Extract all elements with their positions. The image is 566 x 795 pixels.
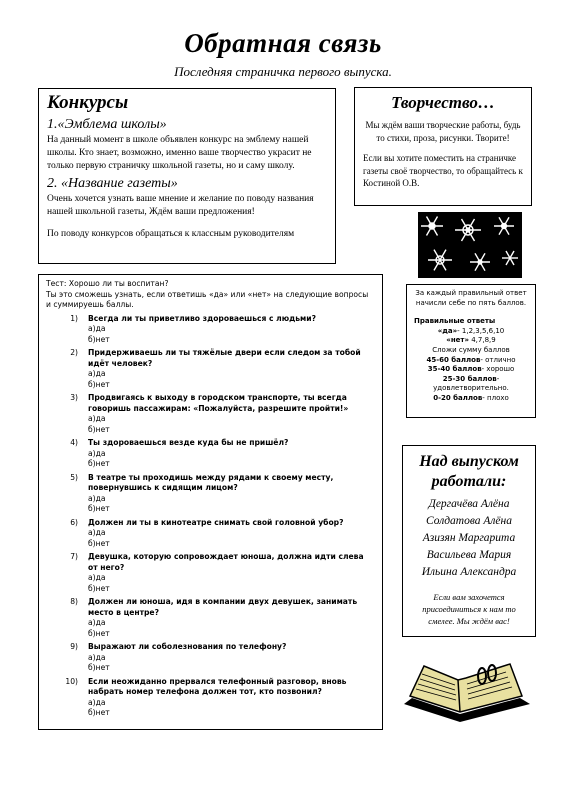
question-number: 1) (70, 313, 78, 323)
answer-option-yes: а)да (88, 324, 106, 333)
question-number: 8) (70, 597, 78, 606)
test-intro: Ты это сможешь узнать, если ответишь «да» или «нет» на следующие вопросы и суммируешь баллы. (46, 289, 369, 309)
answer-option-yes: а)да (88, 697, 106, 707)
contests-footer: По поводу конкурсов обращаться к классным руководителям (47, 229, 295, 239)
open-book-illustration (400, 658, 535, 728)
yes-values: - 1,2,3,5,6,10 (457, 326, 505, 335)
test-question (46, 597, 375, 618)
team-member: Ильина Александра (421, 566, 517, 578)
page-title: Обратная связь (184, 28, 382, 58)
answer-option-yes: а)да (88, 493, 106, 503)
question-number: 2) (70, 348, 78, 357)
test-title: Тест: Хорошо ли ты воспитан? (46, 279, 169, 288)
answer-option-yes: а)да (88, 573, 106, 582)
result-4-text: - плохо (482, 393, 509, 402)
team-member: Азизян Маргарита (422, 532, 516, 544)
answer-option-yes: а)да (88, 528, 106, 537)
answers-box (406, 284, 536, 418)
snowflakes-illustration (418, 212, 522, 278)
test-question (46, 473, 375, 494)
team-member: Дергачёва Алёна (428, 498, 510, 510)
question-number: 4) (70, 438, 78, 447)
answers-intro: За каждый правильный ответ начисли себе по пять баллов. (415, 289, 527, 307)
answer-option-yes: а)да (88, 369, 106, 378)
answer-option-yes: а)да (88, 618, 106, 627)
answer-option-no: б)нет (88, 424, 110, 434)
question-number: 10) (65, 676, 78, 686)
answer-option-no: б)нет (88, 583, 110, 593)
result-3-text: - удовлетворительно. (433, 374, 509, 393)
answer-option-no: б)нет (88, 708, 110, 717)
creativity-text: Мы ждём ваши творческие работы, будь то стихи, проза, рисунки. Творите! (365, 120, 521, 143)
question-text: Всегда ли ты приветливо здороваешься с людьми? (88, 313, 316, 323)
question-list (46, 314, 375, 719)
question-text: Продвигаясь к выходу в городском транспорте, ты всегда говоришь пассажирам: «Пожалуйста, разрешите пройти!» (88, 393, 349, 413)
contest-emblem-text: На данный момент в школе объявлен конкурс на эмблему нашей школы. Кто знает, возможно, именно ваше творчество украсит не только первую страничку школьной газеты, но и саму школу. (47, 135, 312, 171)
question-number: 6) (70, 517, 78, 527)
contests-box (38, 88, 336, 264)
contest-name-text: Очень хочется узнать ваше мнение и желание по поводу названия нашей школьной газеты, Ждём ваши предложения! (47, 194, 314, 217)
question-text: Должен ли юноша, идя в компании двух девушек, занимать место в центре? (88, 597, 358, 617)
no-values: 4,7,8,9 (468, 336, 496, 345)
creativity-heading: Творчество… (391, 93, 495, 112)
team-heading: Над выпуском работали: (419, 453, 519, 490)
result-2-label: 35-40 баллов (427, 365, 482, 374)
question-text: В театре ты проходишь между рядами к своему месту, повернувшись к сидящим лицом? (88, 472, 334, 492)
answer-option-no: б)нет (88, 379, 110, 389)
contest-name-title: 2. «Название газеты» (47, 176, 178, 191)
result-1-label: 45-60 баллов (426, 355, 481, 364)
no-label: «нет» (446, 336, 469, 345)
answer-option-no: б)нет (88, 538, 110, 548)
sum-label: Сложи сумму баллов (432, 345, 510, 354)
team-member: Солдатова Алёна (426, 515, 512, 527)
result-4-label: 0-20 баллов (433, 393, 483, 402)
creativity-box (354, 87, 532, 206)
answer-option-no: б)нет (88, 459, 110, 468)
test-question (46, 518, 375, 529)
creativity-contact: Если вы хотите поместить на страничке газеты своё творчество, то обращайтесь к Костиной О.В. (363, 153, 523, 188)
answer-option-no: б)нет (88, 334, 110, 344)
test-question (46, 438, 375, 449)
result-2-text: - хорошо (481, 365, 515, 374)
test-question (46, 314, 375, 325)
test-question (46, 552, 375, 573)
question-text: Ты здороваешься везде куда бы не пришёл? (88, 438, 289, 447)
answer-option-yes: а)да (88, 448, 106, 458)
page-subtitle: Последняя страничка первого выпуска. (174, 64, 392, 79)
answer-option-yes: а)да (88, 652, 106, 662)
contest-emblem-title: 1.«Эмблема школы» (47, 117, 167, 132)
question-number: 9) (70, 642, 78, 651)
team-box (402, 445, 536, 637)
team-note: Если вам захочется присоединиться к нам то смелее. Мы ждём вас! (422, 592, 516, 626)
test-question (46, 393, 375, 414)
question-text: Должен ли ты в кинотеатре снимать свой головной убор? (88, 517, 344, 527)
test-question (46, 677, 375, 698)
team-member: Васильева Мария (426, 549, 512, 561)
question-number: 3) (70, 393, 78, 402)
question-text: Если неожиданно прервался телефонный разговор, вновь набрать номер телефона должен тот, кто позвонил? (88, 676, 347, 696)
question-text: Выражают ли соболезнования по телефону? (88, 642, 287, 651)
test-question (46, 642, 375, 653)
question-text: Придерживаешь ли ты тяжёлые двери если следом за тобой идёт человек? (88, 348, 361, 368)
test-box (38, 274, 383, 730)
answer-option-no: б)нет (88, 504, 110, 513)
answer-option-no: б)нет (88, 628, 110, 638)
contests-heading: Конкурсы (47, 92, 129, 113)
answer-option-no: б)нет (88, 663, 110, 672)
result-1-text: - отлично (480, 355, 516, 364)
yes-label: «да» (437, 326, 458, 335)
question-number: 5) (70, 472, 78, 482)
answers-heading: Правильные ответы (414, 317, 496, 326)
question-text: Девушка, которую сопровождает юноша, должна идти слева от него? (88, 552, 364, 572)
question-number: 7) (70, 552, 78, 561)
answer-option-yes: а)да (88, 414, 106, 423)
result-3-label: 25-30 баллов (442, 374, 497, 383)
test-question (46, 348, 375, 369)
